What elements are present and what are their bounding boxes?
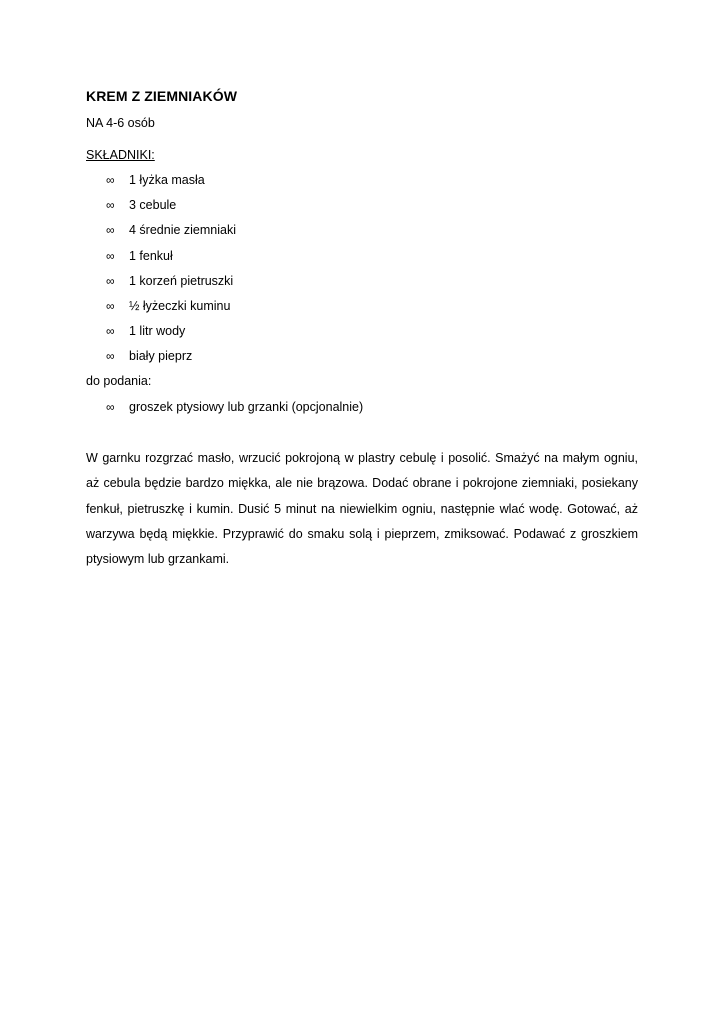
serving-heading: do podania: [86,374,152,388]
ingredient-text: ½ łyżeczki kuminu [129,298,231,313]
infinity-bullet-icon: ∞ [106,400,115,414]
instructions-paragraph: W garnku rozgrzać masło, wrzucić pokrojoną w plastry cebulę i posolić. Smażyć na małym ogniu, aż cebula będzie bardzo miękka, ale nie brązowa. Dodać obrane i pokrojone ziemniaki, posiekany fenkuł, pietruszkę i kumin. Dusić 5 minut na niewielkim ogniu, następnie wlać wodę. Gotować, aż warzywa będą miękkie. Przyprawić do smaku solą i pieprzem, zmiksować. Podawać z groszkiem ptysiowym lub grzankami. [86,451,638,567]
ingredient-text: 1 łyżka masła [129,173,205,187]
ingredients-heading: SKŁADNIKI: [86,148,155,162]
infinity-bullet-icon: ∞ [106,223,115,238]
infinity-bullet-icon: ∞ [106,198,115,213]
infinity-bullet-icon: ∞ [106,173,115,187]
ingredient-text: 3 cebule [129,198,177,213]
ingredient-text: biały pieprz [129,349,193,364]
infinity-bullet-icon: ∞ [106,248,115,263]
infinity-bullet-icon: ∞ [106,298,115,313]
infinity-bullet-icon: ∞ [106,324,115,339]
serving-item-text: groszek ptysiowy lub grzanki (opcjonalnie) [129,400,364,414]
infinity-bullet-icon: ∞ [106,273,115,288]
infinity-bullet-icon: ∞ [106,349,115,364]
recipe-title: KREM Z ZIEMNIAKÓW [86,88,238,104]
ingredient-text: 1 litr wody [129,324,186,339]
servings-text: NA 4-6 osób [86,116,155,130]
ingredient-text: 4 średnie ziemniaki [129,223,236,238]
ingredient-text: 1 korzeń pietruszki [129,273,234,288]
ingredient-text: 1 fenkuł [129,248,173,263]
